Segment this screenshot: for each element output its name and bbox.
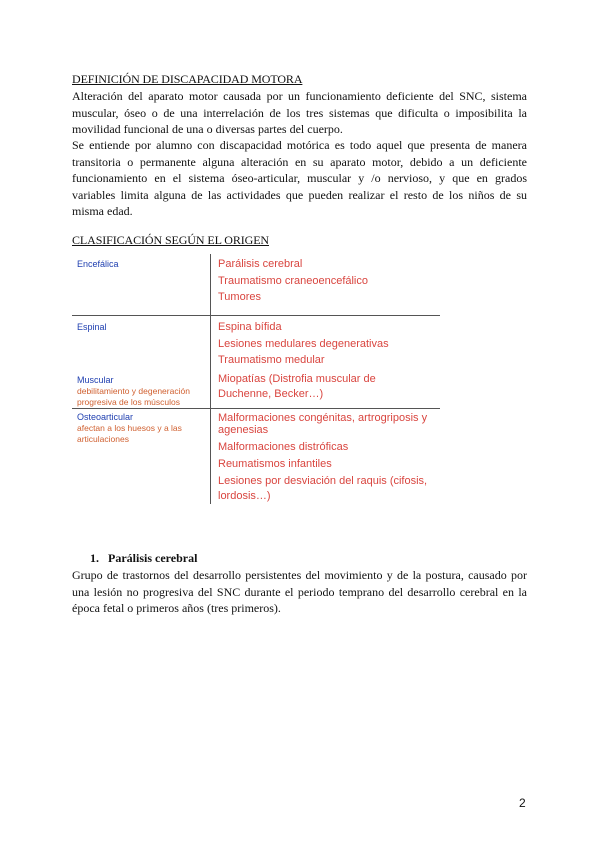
category-label: Muscular [77, 375, 114, 385]
table-row [72, 316, 440, 409]
clasificacion-heading: CLASIFICACIÓN SEGÚN EL ORIGEN [72, 233, 269, 247]
list-item: Traumatismo craneoencefálico [218, 274, 368, 287]
category-subtitle: debilitamiento y degeneración progresiva de los músculos [77, 386, 190, 407]
text-line: variables limita alguna de las actividades que pueden realizar el resto de los niños de su [72, 187, 527, 202]
items-cell [211, 316, 441, 409]
definicion-paragraph-1 [72, 88, 527, 138]
category-cell [72, 316, 211, 409]
text-line: época fetal o primeros años (tres primeros). [72, 601, 281, 615]
category-cell [72, 409, 211, 505]
list-item: Lesiones medulares degenerativas [218, 337, 389, 350]
list-item: Tumores [218, 291, 261, 303]
clasificacion-table [72, 254, 440, 504]
table-row [72, 409, 440, 505]
definicion-heading: DEFINICIÓN DE DISCAPACIDAD MOTORA [72, 72, 303, 86]
category-cell [72, 254, 211, 316]
text-line: Se entiende por alumno con discapacidad motórica es todo aquel que presenta de manera [72, 138, 527, 152]
text-line: transitoria o permanente alguna alteración en su aparato motor, debido a un deficiente [72, 154, 527, 169]
list-item: Espina bífida [218, 321, 282, 333]
list-item: Malformaciones congénitas, artrogriposis y agenesias [218, 412, 428, 436]
list-item: Miopatías (Distrofia muscular de Duchenne, Becker…) [218, 372, 376, 400]
text-line: misma edad. [72, 204, 133, 218]
section-title: Parálisis cerebral [108, 551, 198, 565]
text-line: movilidad funcional de una o diversas partes del cuerpo. [72, 122, 343, 136]
text-line: Grupo de trastornos del desarrollo persistentes del movimiento y de la postura, causado por [72, 568, 527, 582]
table-row [72, 254, 440, 316]
text-line: Alteración del aparato motor causada por un funcionamiento deficiente del SNC, sistema [72, 89, 527, 103]
list-item: Malformaciones distróficas [218, 441, 349, 453]
list-item: Reumatismos infantiles [218, 457, 332, 470]
items-cell [211, 409, 441, 505]
section-heading-1 [90, 551, 197, 566]
category-label: Encefálica [77, 259, 119, 269]
list-item: Traumatismo medular [218, 354, 325, 366]
section-number: 1. [90, 551, 99, 565]
text-line: una lesión no progresiva del SNC durante el periodo temprano del desarrollo cerebral en la [72, 584, 527, 599]
list-item: Parálisis cerebral [218, 258, 303, 270]
text-line: muscular, óseo o de una interrelación de los tres sistemas que dificulta o imposibilita la [72, 105, 527, 120]
text-line: funcionamiento en el sistema óseo-articular, muscular y /o nervioso, y que en grados [72, 171, 527, 185]
seccion1-paragraph [72, 567, 527, 617]
category-label: Osteoarticular [77, 412, 134, 422]
category-subtitle: afectan a los huesos y a las articulaciones [77, 423, 182, 444]
category-label: Espinal [77, 322, 107, 332]
list-item: Lesiones por desviación del raquis (cifosis, lordosis…) [218, 475, 428, 502]
page-number: 2 [519, 796, 526, 810]
items-cell [211, 254, 441, 316]
definicion-paragraph-2 [72, 137, 527, 220]
